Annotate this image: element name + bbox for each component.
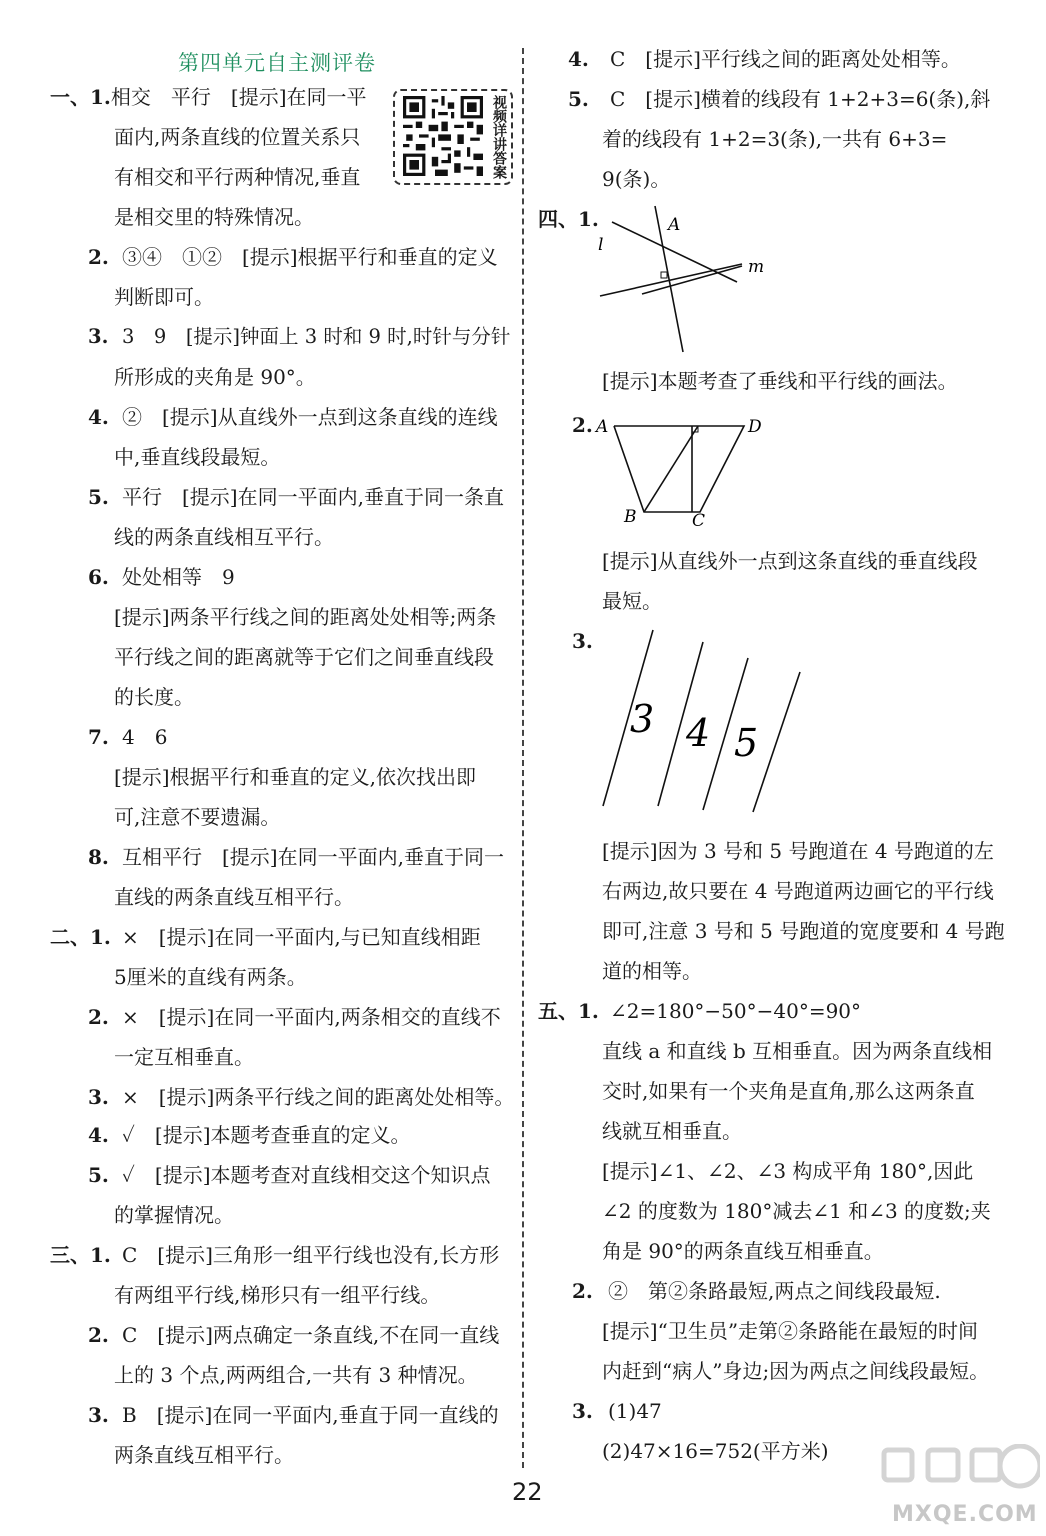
left-line — [114, 284, 214, 310]
question-number: 五、1. — [538, 999, 599, 1023]
answer-text: 相交 平行 [提示]在同一平 — [110, 85, 367, 109]
answer-text: 所形成的夹角是 90°。 — [114, 365, 316, 389]
answer-text: [提示]根据平行和垂直的定义,依次找出即 — [114, 765, 476, 789]
figure-running-tracks — [598, 628, 808, 813]
left-line — [114, 684, 194, 710]
right-line — [602, 548, 978, 574]
answer-text: ✓ [提示]本题考查垂直的定义。 — [122, 1123, 411, 1147]
answer-text: 判断即可。 — [114, 285, 214, 309]
answer-text: 平行 [提示]在同一平面内,垂直于同一条直 — [122, 485, 504, 509]
right-line — [602, 588, 662, 614]
answer-text: 交时,如果有一个夹角是直角,那么这两条直 — [602, 1079, 975, 1103]
left-line — [88, 404, 498, 430]
left-line — [114, 1282, 440, 1308]
left-line — [88, 244, 498, 270]
question-number: 4. — [568, 47, 589, 71]
answer-text: 直线 a 和直线 b 互相垂直。因为两条直线相 — [602, 1039, 993, 1063]
answer-text: 平行线之间的距离就等于它们之间垂直线段 — [114, 645, 494, 669]
question-number: 6. — [88, 565, 109, 589]
right-line — [602, 1318, 978, 1344]
answer-text: C [提示]平行线之间的距离处处相等。 — [610, 47, 961, 71]
answer-text: 3 9 [提示]钟面上 3 时和 9 时,时针与分针 — [122, 325, 511, 348]
question-number: 一、1. — [50, 85, 111, 109]
left-line — [114, 804, 280, 830]
right-line — [538, 998, 861, 1024]
answer-text: [提示]∠1、∠2、∠3 构成平角 180°,因此 — [602, 1159, 974, 1183]
answer-text: 上的 3 个点,两两组合,一共有 3 种情况。 — [114, 1363, 478, 1387]
answer-text: 直线的两条直线互相平行。 — [114, 885, 354, 909]
figure-trapezoid — [592, 408, 772, 533]
answer-text: 的长度。 — [114, 685, 194, 709]
left-line — [50, 84, 367, 110]
fig3-track-3: 3 — [630, 697, 655, 741]
left-line — [114, 1442, 294, 1468]
fig3-track-line-4 — [753, 672, 800, 812]
left-line — [114, 204, 314, 230]
question-number: 2. — [88, 245, 109, 269]
qr-label: 视频详讲答案 — [491, 95, 507, 179]
answer-text: 9(条)。 — [602, 167, 671, 191]
right-line — [602, 368, 958, 394]
question-number: 8. — [88, 845, 109, 869]
answer-text: 两条直线互相平行。 — [114, 1443, 294, 1467]
answer-text: 着的线段有 1+2=3(条),一共有 6+3= — [602, 127, 948, 151]
left-line — [88, 484, 504, 510]
fig3-track-4: 4 — [686, 711, 711, 755]
answer-text: 有两组平行线,梯形只有一组平行线。 — [114, 1283, 441, 1307]
answer-text: 最短。 — [602, 589, 662, 613]
fig2-label-b: B — [624, 507, 637, 527]
answer-text: 面内,两条直线的位置关系只 — [114, 125, 361, 149]
question-number: 三、1. — [50, 1243, 111, 1267]
fig2-trapezoid-outline — [614, 426, 744, 512]
answer-text: 是相交里的特殊情况。 — [114, 205, 314, 229]
fig2-label-c: C — [692, 511, 706, 531]
left-line — [88, 1004, 501, 1030]
left-line — [114, 1044, 254, 1070]
left-line — [88, 1084, 514, 1110]
answer-text: 5厘米的直线有两条。 — [114, 965, 307, 989]
left-line — [114, 124, 360, 150]
answer-text: 处处相等 9 — [122, 565, 235, 589]
question-number: 2. — [88, 1323, 109, 1347]
right-line — [602, 1238, 884, 1264]
right-line — [602, 918, 1005, 944]
answer-text: ∠2 的度数为 180°减去∠1 和∠3 的度数;夹 — [602, 1199, 991, 1223]
question-number: 二、1. — [50, 925, 111, 949]
figure-perpendicular-parallel — [590, 200, 780, 355]
left-line — [114, 884, 354, 910]
answer-text: (1)47 — [608, 1399, 662, 1423]
left-line — [88, 1162, 491, 1188]
question-number: 7. — [88, 725, 109, 749]
right-line — [602, 1158, 973, 1184]
answer-text: C [提示]两点确定一条直线,不在同一直线 — [122, 1323, 500, 1347]
question-number: 3. — [572, 629, 593, 653]
left-line — [114, 764, 476, 790]
answer-text: [提示]“卫生员”走第②条路能在最短的时间 — [602, 1319, 979, 1343]
fig1-line-parallel — [642, 266, 742, 294]
left-line — [114, 524, 334, 550]
fig2-label-d: D — [748, 417, 762, 437]
left-line — [114, 364, 316, 390]
right-line — [602, 838, 994, 864]
right-line — [602, 1078, 975, 1104]
right-line — [602, 1198, 991, 1224]
qr-code-box[interactable] — [393, 89, 513, 185]
watermark-text: MXQE.COM — [892, 1502, 1038, 1527]
left-line — [114, 444, 280, 470]
left-line — [114, 644, 494, 670]
answer-text: 有相交和平行两种情况,垂直 — [114, 165, 361, 189]
answer-text: × [提示]在同一平面内,两条相交的直线不 — [122, 1005, 501, 1029]
answer-text: ② [提示]从直线外一点到这条直线的连线 — [122, 405, 498, 429]
right-line — [602, 126, 947, 152]
right-line — [602, 1358, 989, 1384]
right-line — [602, 1118, 742, 1144]
answer-text: 线就互相垂直。 — [602, 1119, 742, 1143]
answer-text: [提示]本题考查了垂线和平行线的画法。 — [602, 369, 958, 393]
left-line — [50, 1242, 499, 1268]
right-line — [602, 166, 670, 192]
answer-text: 一定互相垂直。 — [114, 1045, 254, 1069]
left-line — [114, 1202, 234, 1228]
page-title: 第四单元自主测评卷 — [178, 51, 376, 75]
fig1-label-m: m — [748, 257, 765, 277]
left-line — [114, 1362, 478, 1388]
question-number: 3. — [572, 1399, 593, 1423]
question-number: 3. — [88, 1085, 109, 1109]
answer-text: 道的相等。 — [602, 959, 702, 983]
answer-text: × [提示]两条平行线之间的距离处处相等。 — [122, 1085, 515, 1109]
answer-text: [提示]因为 3 号和 5 号跑道在 4 号跑道的左 — [602, 839, 994, 863]
left-line — [88, 564, 235, 590]
right-line — [602, 1438, 829, 1464]
left-line — [88, 724, 167, 750]
left-line — [88, 1402, 499, 1428]
answer-text: 4 6 — [122, 725, 168, 749]
answer-text: [提示]两条平行线之间的距离处处相等;两条 — [114, 605, 497, 629]
question-number: 2. — [572, 1279, 593, 1303]
page-number: 22 — [512, 1478, 543, 1506]
left-line — [114, 604, 496, 630]
fig1-label-a: A — [668, 215, 681, 235]
question-number: 5. — [88, 485, 109, 509]
answer-text: 右两边,故只要在 4 号跑道两边画它的平行线 — [602, 879, 994, 903]
left-line — [88, 1322, 499, 1348]
fig3-track-5: 5 — [734, 721, 759, 765]
question-number: 2. — [88, 1005, 109, 1029]
right-line — [572, 1278, 941, 1304]
answer-text: × [提示]在同一平面内,与已知直线相距 — [122, 925, 481, 949]
answer-text: 角是 90°的两条直线互相垂直。 — [602, 1239, 884, 1263]
column-divider — [522, 48, 524, 1468]
answer-text: 内赶到“病人”身边;因为两点之间线段最短。 — [602, 1359, 990, 1383]
fig2-diagonal — [644, 426, 698, 512]
right-line — [572, 1398, 662, 1424]
answer-text: 即可,注意 3 号和 5 号跑道的宽度要和 4 号跑 — [602, 919, 1005, 943]
left-line — [88, 324, 510, 350]
question-number: 4. — [88, 405, 109, 429]
left-line — [50, 924, 481, 950]
left-line — [88, 844, 504, 870]
answer-text: (2)47×16=752(平方米) — [602, 1439, 829, 1463]
left-line — [114, 964, 307, 990]
left-line — [114, 164, 360, 190]
fig1-label-l: l — [598, 235, 604, 255]
question-number: 2. — [572, 413, 593, 437]
answer-text: C [提示]三角形一组平行线也没有,长方形 — [122, 1243, 500, 1267]
answer-text: 线的两条直线相互平行。 — [114, 525, 334, 549]
right-line — [602, 1038, 992, 1064]
qr-code-icon[interactable] — [403, 96, 483, 176]
question-number: 3. — [88, 1403, 109, 1427]
question-number: 5. — [568, 87, 589, 111]
answer-text: ∠2=180°−50°−40°=90° — [610, 999, 862, 1023]
answer-text: B [提示]在同一平面内,垂直于同一直线的 — [122, 1403, 499, 1427]
right-line — [602, 878, 994, 904]
answer-text: 互相平行 [提示]在同一平面内,垂直于同一 — [122, 845, 504, 869]
answer-text: 中,垂直线段最短。 — [114, 445, 281, 469]
left-line — [88, 1122, 411, 1148]
question-number: 四、1. — [538, 207, 599, 231]
question-number: 5. — [88, 1163, 109, 1187]
answer-text: C [提示]横着的线段有 1+2+3=6(条),斜 — [610, 87, 991, 111]
question-number: 4. — [88, 1123, 109, 1147]
fig2-label-a: A — [596, 417, 609, 437]
answer-text: 的掌握情况。 — [114, 1203, 234, 1227]
answer-text: [提示]从直线外一点到这条直线的垂直线段 — [602, 549, 978, 573]
right-line — [568, 46, 961, 72]
fig1-right-angle-mark — [661, 272, 667, 278]
answer-text: ③④ ①② [提示]根据平行和垂直的定义 — [122, 245, 498, 269]
right-line — [602, 958, 702, 984]
question-number: 3. — [88, 325, 109, 348]
answer-text: ② 第②条路最短,两点之间线段最短. — [608, 1279, 941, 1303]
right-line — [568, 86, 990, 112]
answer-text: 可,注意不要遗漏。 — [114, 805, 281, 829]
answer-text: ✓ [提示]本题考查对直线相交这个知识点 — [122, 1163, 491, 1187]
